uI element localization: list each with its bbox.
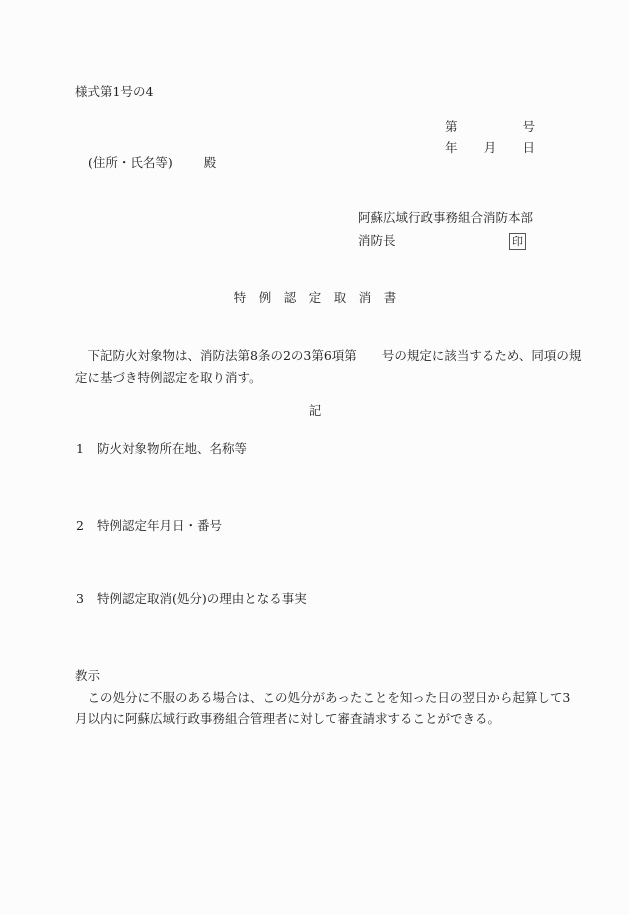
addressee-line [88, 157, 216, 170]
document-header-block [445, 117, 535, 159]
item-number: 2 [76, 518, 84, 533]
notice-paragraph: この処分に不服のある場合は、この処分があったことを知った日の翌日から起算して3月以内に阿蘇広域行政事務組合管理者に対して審査請求することができる。 [75, 690, 571, 726]
day-label: 日 [522, 140, 535, 156]
seal-stamp: 印 [509, 233, 526, 250]
month-label: 月 [483, 140, 497, 156]
sender-title-line [358, 233, 526, 250]
item-label: 特例認定年月日・番号 [96, 518, 222, 533]
addressee-honorific: 殿 [203, 155, 217, 170]
list-item-1 [76, 443, 247, 456]
item-number: 3 [76, 591, 84, 606]
record-marker: 記 [308, 403, 322, 418]
item-label: 防火対象物所在地、名称等 [96, 441, 247, 456]
doc-number-suffix: 号 [522, 119, 535, 135]
item-label: 特例認定取消(処分)の理由となる事実 [96, 591, 307, 606]
doc-number-prefix: 第 [445, 119, 458, 135]
item-number: 1 [76, 441, 84, 456]
notice-heading: 教示 [75, 668, 101, 683]
document-number-line [445, 117, 535, 138]
form-number: 様式第1号の4 [75, 84, 154, 99]
document-title: 特 例 認 定 取 消 書 [233, 290, 397, 305]
addressee-label: (住所・氏名等) [88, 155, 173, 170]
body-paragraph: 下記防火対象物は、消防法第8条の2の3第6項第 号の規定に該当するため、同項の規定に基づき特例認定を取り消す。 [75, 348, 582, 385]
sender-title: 消防長 [358, 233, 396, 249]
sender-organization: 阿蘇広域行政事務組合消防本部 [358, 210, 534, 225]
list-item-3 [76, 593, 307, 606]
date-line [445, 138, 535, 159]
list-item-2 [76, 520, 222, 533]
year-label: 年 [445, 140, 458, 156]
